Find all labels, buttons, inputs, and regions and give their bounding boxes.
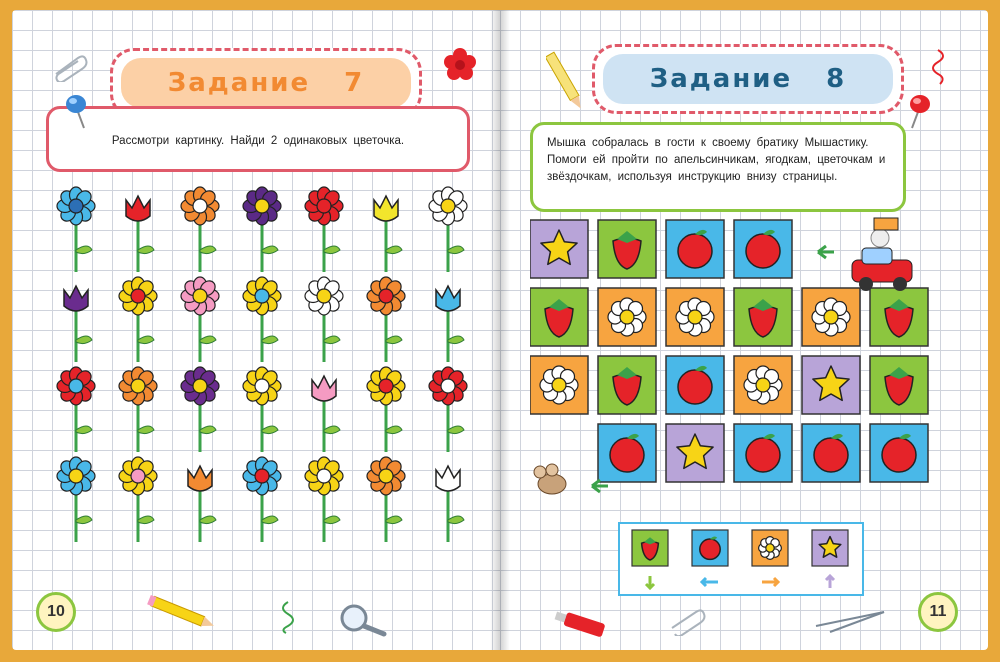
flower-daisy[interactable] xyxy=(367,277,405,362)
flower-daisy[interactable] xyxy=(429,187,467,272)
flower-daisy[interactable] xyxy=(243,187,281,272)
pencil-doodle-icon xyxy=(546,46,586,116)
magnifier-doodle-icon xyxy=(334,600,394,640)
right-page xyxy=(500,10,988,650)
paperclip-icon xyxy=(50,52,90,82)
pushpin-red-icon xyxy=(904,92,934,132)
flower-daisy[interactable] xyxy=(429,367,467,452)
legend-panel xyxy=(618,522,868,598)
maze-cell-strawberry[interactable] xyxy=(870,288,928,346)
flower-grid xyxy=(46,186,486,566)
task-7-title xyxy=(121,58,411,108)
task-8-title-frame xyxy=(592,44,904,114)
left-page xyxy=(12,10,500,650)
flower-daisy[interactable] xyxy=(367,457,405,542)
maze-cell-flower[interactable] xyxy=(666,288,724,346)
task-7-instruction: Рассмотри картинку. Найди 2 одинаковых цветочка. xyxy=(111,135,405,147)
flower-daisy[interactable] xyxy=(181,187,219,272)
compass-doodle-icon xyxy=(810,606,890,636)
flower-doodle-icon xyxy=(442,46,478,82)
flower-tulip[interactable] xyxy=(436,286,464,362)
maze-cell-orange[interactable] xyxy=(734,220,792,278)
flower-daisy[interactable] xyxy=(57,187,95,272)
flower-daisy[interactable] xyxy=(119,277,157,362)
maze-cell-orange[interactable] xyxy=(666,220,724,278)
maze-cell-strawberry[interactable] xyxy=(530,288,588,346)
page-number-left: 10 xyxy=(36,592,76,632)
squiggle-doodle-icon xyxy=(276,600,300,634)
flower-tulip[interactable] xyxy=(436,466,464,542)
task-7-instruction-box xyxy=(46,106,470,172)
flower-daisy[interactable] xyxy=(181,277,219,362)
maze-cell-strawberry[interactable] xyxy=(598,356,656,414)
page-number-right: 11 xyxy=(918,592,958,632)
flower-daisy[interactable] xyxy=(243,277,281,362)
flower-tulip[interactable] xyxy=(126,196,154,272)
maze-cell-orange[interactable] xyxy=(734,424,792,482)
maze-cell-strawberry[interactable] xyxy=(870,356,928,414)
title-number: 7 xyxy=(344,68,365,98)
flower-tulip[interactable] xyxy=(312,376,340,452)
maze-cell-orange[interactable] xyxy=(870,424,928,482)
task-8-instruction-box xyxy=(530,122,906,212)
mouse-icon xyxy=(534,464,566,494)
flower-daisy[interactable] xyxy=(181,367,219,452)
pushpin-blue-icon xyxy=(62,92,92,132)
glue-tube-doodle-icon xyxy=(550,608,620,644)
flower-tulip[interactable] xyxy=(64,286,92,362)
flower-daisy[interactable] xyxy=(57,457,95,542)
flower-daisy[interactable] xyxy=(57,367,95,452)
flower-daisy[interactable] xyxy=(243,367,281,452)
title-number: 8 xyxy=(826,64,847,94)
arrow-left-icon xyxy=(818,246,834,258)
paperclip-icon xyxy=(666,606,716,636)
maze-cell-strawberry[interactable] xyxy=(598,220,656,278)
maze-cell-star[interactable] xyxy=(530,220,588,278)
flower-daisy[interactable] xyxy=(305,187,343,272)
maze-cell-orange[interactable] xyxy=(666,356,724,414)
maze-cell-star[interactable] xyxy=(802,356,860,414)
maze-cell-strawberry[interactable] xyxy=(734,288,792,346)
maze-cell-flower[interactable] xyxy=(530,356,588,414)
flower-daisy[interactable] xyxy=(243,457,281,542)
flower-daisy[interactable] xyxy=(119,367,157,452)
title-word: Задание xyxy=(167,68,311,98)
squiggle-doodle-icon xyxy=(928,48,952,88)
pencil-doodle-icon xyxy=(142,594,222,634)
maze-cell-star[interactable] xyxy=(666,424,724,482)
maze-cell-flower[interactable] xyxy=(598,288,656,346)
title-word: Задание xyxy=(649,64,793,94)
flower-daisy[interactable] xyxy=(305,277,343,362)
flower-daisy[interactable] xyxy=(119,457,157,542)
task-8-title xyxy=(603,54,893,104)
flower-tulip[interactable] xyxy=(188,466,216,542)
maze-cell-flower[interactable] xyxy=(802,288,860,346)
maze-cell-flower[interactable] xyxy=(734,356,792,414)
mouse-in-car-icon xyxy=(852,218,912,291)
maze-cell-orange[interactable] xyxy=(802,424,860,482)
flower-tulip[interactable] xyxy=(374,196,402,272)
flower-daisy[interactable] xyxy=(367,367,405,452)
maze-grid xyxy=(530,216,970,506)
flower-daisy[interactable] xyxy=(305,457,343,542)
maze-cell-orange[interactable] xyxy=(598,424,656,482)
task-8-instruction: Мышка собралась в гости к своему братику Мышастику. Помоги ей пройти по апельсинчикам, ягодкам, цветочкам и звёздочкам, используя инструкцию внизу страницы. xyxy=(547,137,886,183)
